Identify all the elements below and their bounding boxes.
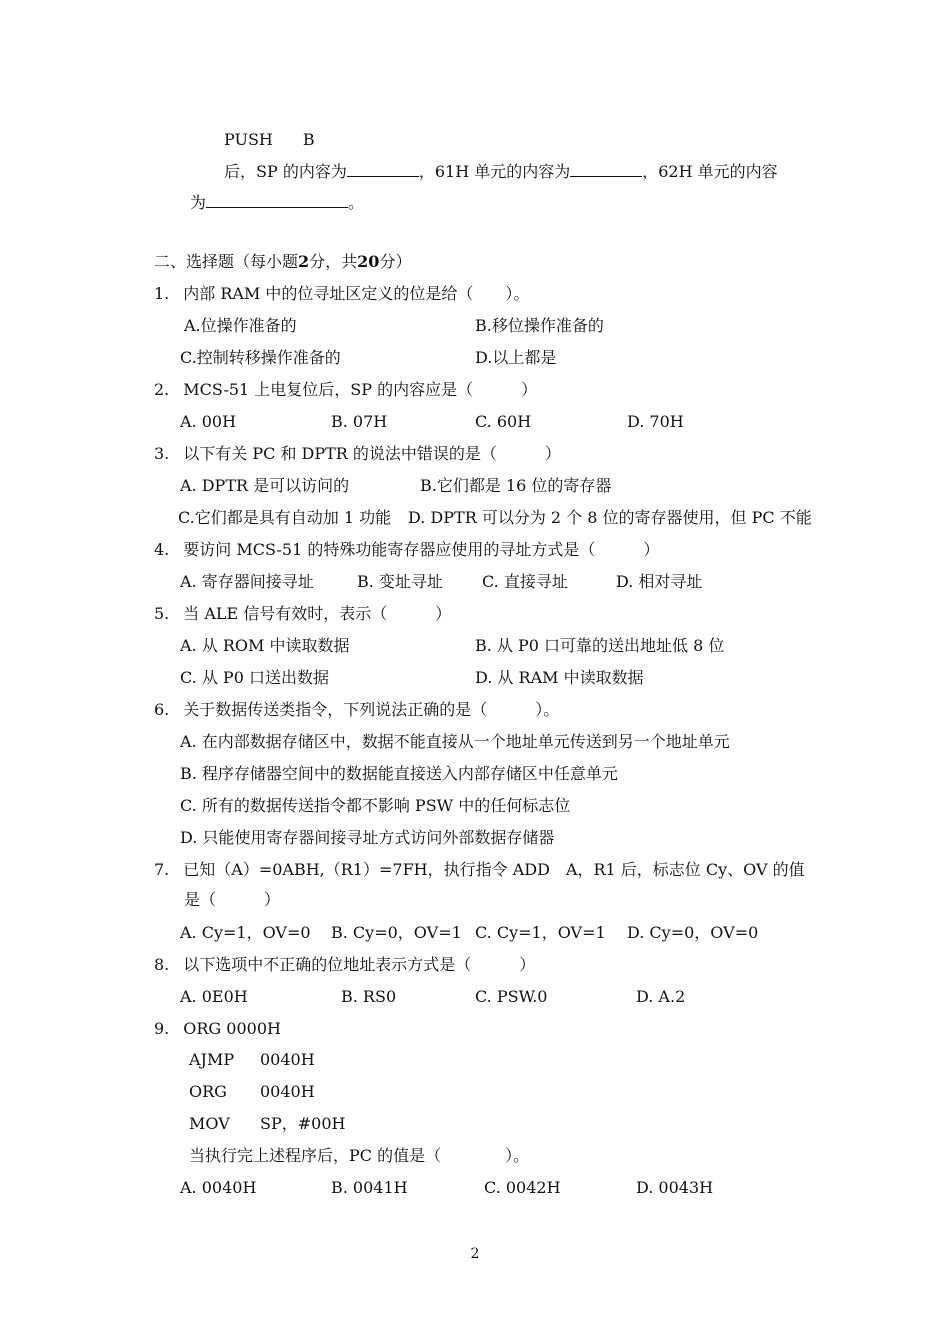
question-number: 7. bbox=[154, 860, 170, 879]
sentence-part: ，62H 单元的内容 bbox=[642, 162, 778, 181]
fill-in-sentence bbox=[224, 160, 778, 182]
question-text: ORG 0000H bbox=[183, 1019, 281, 1038]
question-number: 8. bbox=[154, 955, 170, 974]
option-c[interactable]: C. Cy=1，OV=1 bbox=[475, 923, 606, 942]
heading-text: 分） bbox=[379, 252, 412, 271]
question-7 bbox=[154, 860, 805, 882]
answer-blank-sp[interactable] bbox=[347, 160, 419, 177]
sentence-part: 。 bbox=[348, 193, 365, 212]
option-d[interactable]: D. 0043H bbox=[636, 1178, 714, 1197]
heading-text: 二、选择题（每小题 bbox=[154, 252, 299, 271]
option-d[interactable]: D. 只能使用寄存器间接寻址方式访问外部数据存储器 bbox=[180, 828, 555, 847]
question-9 bbox=[154, 1019, 281, 1041]
question-2 bbox=[154, 380, 537, 402]
question-number: 1. bbox=[154, 284, 170, 303]
option-b[interactable]: B. Cy=0，OV=1 bbox=[331, 923, 462, 942]
heading-text: 分，共 bbox=[309, 252, 358, 271]
option-d[interactable]: D. A.2 bbox=[636, 987, 686, 1006]
answer-blank-61h[interactable] bbox=[570, 160, 642, 177]
code-op: PUSH bbox=[224, 130, 273, 149]
question-number: 3. bbox=[154, 444, 170, 463]
fill-in-sentence-cont bbox=[190, 191, 364, 213]
option-c[interactable]: C. 60H bbox=[475, 412, 532, 431]
option-c[interactable]: C.控制转移操作准备的 bbox=[180, 348, 341, 367]
option-c[interactable]: C. 0042H bbox=[484, 1178, 561, 1197]
option-a[interactable]: A. DPTR 是可以访问的 bbox=[180, 476, 350, 495]
option-b[interactable]: B.它们都是 16 位的寄存器 bbox=[420, 476, 612, 495]
option-d[interactable]: D. DPTR 可以分为 2 个 8 位的寄存器使用，但 PC 不能 bbox=[408, 508, 812, 527]
sentence-part: 为 bbox=[190, 193, 207, 212]
code-line-push bbox=[224, 130, 315, 152]
option-c[interactable]: C. 从 P0 口送出数据 bbox=[180, 668, 329, 687]
question-number: 5. bbox=[154, 604, 170, 623]
question-3 bbox=[154, 444, 561, 466]
option-d[interactable]: D. 70H bbox=[627, 412, 684, 431]
code-arg: B bbox=[302, 130, 315, 149]
code-line bbox=[189, 1050, 315, 1072]
question-text: 关于数据传送类指令，下列说法正确的是（ ）。 bbox=[183, 700, 560, 719]
option-b[interactable]: B. 从 P0 口可靠的送出地址低 8 位 bbox=[475, 636, 725, 655]
question-1 bbox=[154, 284, 529, 306]
question-text: 内部 RAM 中的位寻址区定义的位是给（ ）。 bbox=[183, 284, 530, 303]
sentence-part: ，61H 单元的内容为 bbox=[418, 162, 571, 181]
code-arg: 0040H bbox=[260, 1050, 315, 1069]
section-heading bbox=[154, 252, 411, 274]
question-text: 已知（A）=0ABH,（R1）=7FH，执行指令 ADD A，R1 后，标志位 Cy、OV 的值 bbox=[183, 860, 805, 879]
question-number: 4. bbox=[154, 540, 170, 559]
option-a[interactable]: A. 00H bbox=[180, 412, 237, 431]
option-a[interactable]: A. 在内部数据存储区中，数据不能直接从一个地址单元传送到另一个地址单元 bbox=[180, 732, 730, 751]
option-c[interactable]: C. PSW.0 bbox=[475, 987, 548, 1006]
option-b[interactable]: B. 07H bbox=[331, 412, 388, 431]
option-c[interactable]: C. 所有的数据传送指令都不影响 PSW 中的任何标志位 bbox=[180, 796, 571, 815]
option-a[interactable]: A. 寄存器间接寻址 bbox=[180, 572, 314, 591]
option-b[interactable]: B. 程序存储器空间中的数据能直接送入内部存储区中任意单元 bbox=[180, 764, 618, 783]
page-number: 2 bbox=[470, 1246, 480, 1262]
question-text-cont: 是（ ） bbox=[184, 890, 281, 909]
question-number: 2. bbox=[154, 380, 170, 399]
question-text: 要访问 MCS-51 的特殊功能寄存器应使用的寻址方式是（ ） bbox=[183, 540, 660, 559]
question-text: MCS-51 上电复位后，SP 的内容应是（ ） bbox=[183, 380, 538, 399]
question-text: 当 ALE 信号有效时，表示（ ） bbox=[183, 604, 452, 623]
option-c[interactable]: C.它们都是具有自动加 1 功能 bbox=[178, 508, 392, 527]
heading-total-score: 20 bbox=[357, 252, 380, 271]
option-d[interactable]: D. 相对寻址 bbox=[616, 572, 703, 591]
option-a[interactable]: A. 0E0H bbox=[180, 987, 248, 1006]
question-text-cont: 当执行完上述程序后，PC 的值是（ ）。 bbox=[189, 1146, 530, 1165]
sentence-part: 后，SP 的内容为 bbox=[224, 162, 347, 181]
option-d[interactable]: D. 从 RAM 中读取数据 bbox=[475, 668, 644, 687]
question-4 bbox=[154, 540, 659, 562]
option-b[interactable]: B. RS0 bbox=[341, 987, 397, 1006]
option-b[interactable]: B. 0041H bbox=[331, 1178, 408, 1197]
option-c[interactable]: C. 直接寻址 bbox=[482, 572, 568, 591]
question-number: 6. bbox=[154, 700, 170, 719]
question-text: 以下有关 PC 和 DPTR 的说法中错误的是（ ） bbox=[183, 444, 561, 463]
option-a[interactable]: A. 0040H bbox=[180, 1178, 257, 1197]
option-a[interactable]: A. Cy=1，OV=0 bbox=[180, 923, 311, 942]
answer-blank-62h[interactable] bbox=[206, 191, 348, 208]
question-number: 9. bbox=[154, 1019, 170, 1038]
question-8 bbox=[154, 955, 535, 977]
heading-per-score: 2 bbox=[298, 252, 310, 271]
code-line bbox=[189, 1082, 315, 1104]
code-line bbox=[189, 1114, 345, 1136]
option-d[interactable]: D. Cy=0，OV=0 bbox=[627, 923, 759, 942]
code-op: MOV bbox=[189, 1114, 230, 1133]
option-a[interactable]: A. 从 ROM 中读取数据 bbox=[180, 636, 350, 655]
code-op: ORG bbox=[189, 1082, 227, 1101]
code-op: AJMP bbox=[189, 1050, 235, 1069]
code-arg: SP，#00H bbox=[260, 1114, 346, 1133]
question-text: 以下选项中不正确的位地址表示方式是（ ） bbox=[183, 955, 536, 974]
option-a[interactable]: A.位操作准备的 bbox=[184, 316, 297, 335]
option-b[interactable]: B. 变址寻址 bbox=[357, 572, 443, 591]
option-d[interactable]: D.以上都是 bbox=[475, 348, 557, 367]
code-arg: 0040H bbox=[260, 1082, 315, 1101]
option-b[interactable]: B.移位操作准备的 bbox=[475, 316, 604, 335]
question-5 bbox=[154, 604, 451, 626]
question-6 bbox=[154, 700, 559, 722]
